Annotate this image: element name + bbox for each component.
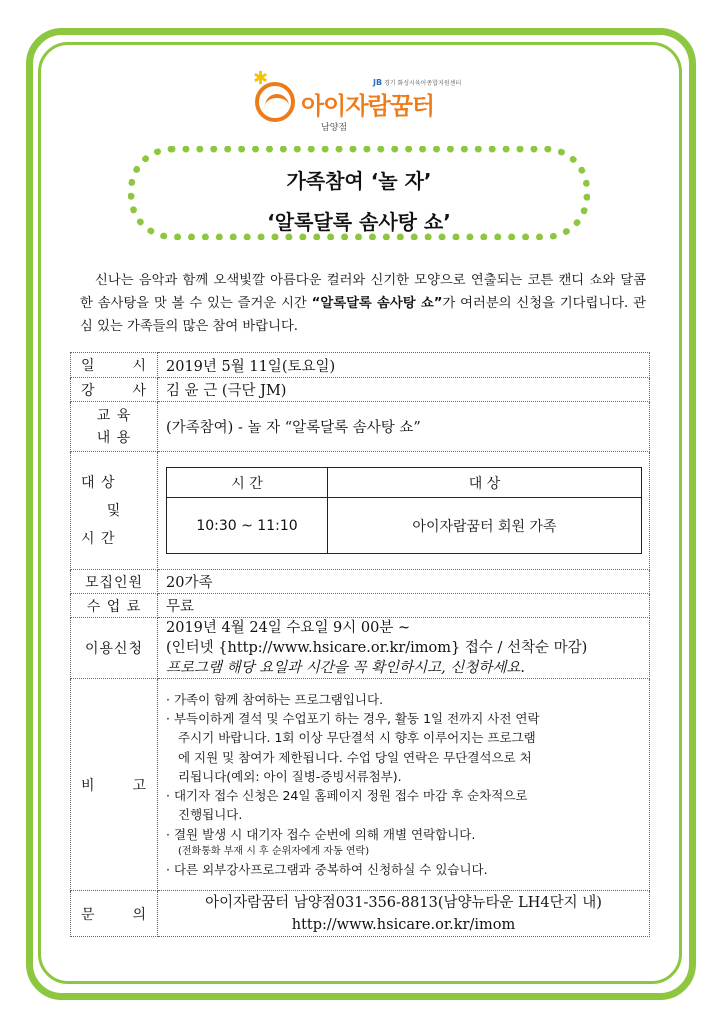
title-box — [128, 146, 590, 240]
center-name — [373, 78, 461, 87]
logo-branch: 남양점 — [321, 123, 348, 133]
cell-target: 아이자람꿈터 회원 가족 — [328, 498, 642, 554]
title-line1: 가족참여 ‘놀 자’ — [286, 169, 432, 193]
header-time: 시 간 — [167, 468, 328, 498]
apply-line2[interactable]: (인터넷 {http://www.hsicare.or.kr/imom} 접수 / 선착순 마감) — [166, 640, 588, 656]
note-item: 진행됩니다. — [178, 807, 243, 823]
note-item: · 대기자 접수 신청은 24일 홈페이지 정원 접수 마감 후 순차적으로 — [166, 788, 528, 804]
value-apply — [158, 618, 650, 679]
note-small: (전화통화 부재 시 후 순위자에게 자동 연락) — [178, 846, 370, 858]
value-content: (가족참여) - 놀 자 “알록달록 솜사탕 쇼” — [158, 402, 650, 452]
row-notes — [71, 679, 650, 891]
label-fee: 수 업 료 — [71, 594, 158, 618]
value-fee: 무료 — [158, 594, 650, 618]
intro-paragraph — [80, 269, 646, 338]
center-mark: JB — [373, 78, 383, 87]
intro-part1: 신나는 음악과 함께 오색빛깔 아름다운 컬러와 신기한 모양으로 연출되는 코튼 캔디 쇼와 달콤한 솜사탕을 맛 볼 수 있는 즐거운 시간 — [80, 273, 646, 312]
notes-list — [158, 690, 649, 880]
note-item: 리됩니다(예외: 아이 질병-증빙서류첨부). — [178, 768, 402, 784]
label-apply: 이용신청 — [71, 618, 158, 679]
row-target — [71, 452, 650, 570]
apply-line1: 2019년 4월 24일 수요일 9시 00분 ~ — [166, 620, 411, 636]
label-notes: 비 고 — [71, 679, 158, 891]
cell-time: 10:30 ~ 11:10 — [167, 498, 328, 554]
value-capacity: 20가족 — [158, 570, 650, 594]
note-item: · 부득이하게 결석 및 수업포기 하는 경우, 활동 1일 전까지 사전 연락 — [166, 710, 540, 726]
row-instructor — [71, 378, 650, 402]
schedule-table — [166, 467, 642, 554]
value-target — [158, 452, 650, 570]
intro-part2: 가 여러분의 신청을 기다립니다. 관심 있는 가족들의 많은 참여 바랍니다. — [80, 296, 646, 335]
row-date — [71, 353, 650, 378]
note-item: · 결원 발생 시 대기자 접수 순번에 의해 개별 연락합니다. — [166, 826, 476, 842]
note-item: 주시기 바랍니다. 1회 이상 무단결석 시 향후 이루어지는 프로그램 — [178, 730, 536, 746]
header-target: 대 상 — [328, 468, 642, 498]
label-instructor: 강 사 — [71, 378, 158, 402]
label-date: 일 시 — [71, 353, 158, 378]
row-fee — [71, 594, 650, 618]
intro-highlight: “알록달록 솜사탕 쇼” — [311, 296, 443, 312]
apply-line3: 프로그램 해당 요일과 시간을 꼭 확인하시고, 신청하세요. — [166, 660, 526, 676]
value-date: 2019년 5월 11일(토요일) — [158, 353, 650, 378]
row-apply — [71, 618, 650, 679]
label-target: 대 상 및 시 간 — [71, 452, 158, 570]
note-item: 에 지원 및 참여가 제한됩니다. 수업 당일 연락은 무단결석으로 처 — [178, 749, 532, 765]
label-contact: 문 의 — [71, 891, 158, 937]
note-item: · 가족이 함께 참여하는 프로그램입니다. — [166, 691, 384, 707]
value-instructor: 김 윤 근 (극단 JM) — [158, 378, 650, 402]
contact-line1: 아이자람꿈터 남양점031-356-8813(남양뉴타운 LH4단지 내) — [205, 894, 602, 911]
star-icon: ✱ — [253, 68, 269, 89]
info-table — [70, 352, 650, 937]
value-contact — [158, 891, 650, 937]
value-notes — [158, 679, 650, 891]
label-content: 교 육 내 용 — [71, 402, 158, 452]
note-item: · 다른 외부강사프로그램과 중복하여 신청하실 수 있습니다. — [166, 862, 488, 878]
face-icon — [255, 82, 295, 122]
logo-name: 아이자람꿈터 — [301, 92, 435, 120]
row-contact — [71, 891, 650, 937]
contact-url[interactable]: http://www.hsicare.or.kr/imom — [291, 916, 516, 933]
center-name-text: 경기 화성시육아종합지원센터 — [384, 80, 462, 87]
logo — [253, 68, 475, 134]
row-capacity — [71, 570, 650, 594]
row-content — [71, 402, 650, 452]
title-line2: ‘알록달록 솜사탕 쇼’ — [267, 210, 451, 234]
label-capacity: 모집인원 — [71, 570, 158, 594]
